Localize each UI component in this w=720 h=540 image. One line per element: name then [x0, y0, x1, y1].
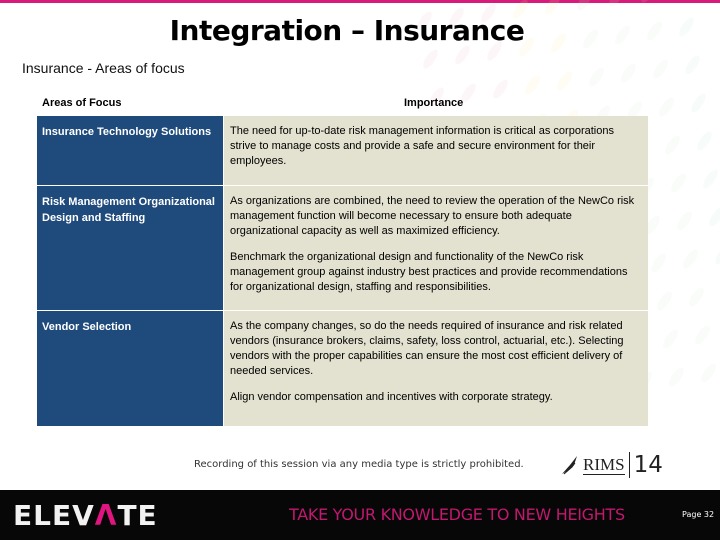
- focus-table: [37, 116, 648, 426]
- importance-cell: [224, 311, 648, 426]
- importance-text: Align vendor compensation and incentives with corporate strategy.: [230, 391, 553, 403]
- footer-bar: [0, 490, 720, 540]
- elevate-logo-part: TE: [117, 499, 158, 532]
- rims-logo-year: 14: [633, 452, 663, 478]
- elevate-logo-accent: Λ: [94, 499, 118, 532]
- elevate-logo-part: ELEV: [13, 499, 95, 532]
- recording-notice: Recording of this session via any media type is strictly prohibited.: [194, 459, 524, 470]
- table-row: [37, 311, 648, 426]
- elevate-logo: [13, 499, 158, 532]
- table-row: [37, 186, 648, 311]
- importance-cell: [224, 186, 648, 310]
- importance-text: As the company changes, so do the needs required of insurance and risk related vendors (insurance brokers, claims, safety, loss control, actuarial, etc.). Selecting vendors with the proper capabilities can ensure the most cost efficient delivery of needed services.: [230, 320, 624, 377]
- importance-cell: [224, 116, 648, 185]
- table-row: [37, 116, 648, 186]
- area-cell: Risk Management Organizational Design and Staffing: [37, 186, 224, 310]
- area-cell: Insurance Technology Solutions: [37, 116, 224, 185]
- rims-quill-icon: [560, 455, 580, 475]
- slide-title: Integration – Insurance: [169, 14, 525, 47]
- importance-text: As organizations are combined, the need to review the operation of the NewCo risk management function will become necessary to ensure both adequate organizational capacity as well as maximized efficiency.: [230, 195, 635, 237]
- column-header-importance: Importance: [404, 97, 464, 109]
- top-accent-bar: [0, 0, 720, 3]
- rims-logo: [560, 450, 663, 480]
- rims-logo-divider: [629, 452, 630, 478]
- area-cell: Vendor Selection: [37, 311, 224, 426]
- page-number: Page 32: [682, 510, 715, 519]
- rims-logo-text: RIMS: [583, 454, 625, 474]
- column-header-areas: Areas of Focus: [42, 97, 122, 109]
- importance-text: Benchmark the organizational design and functionality of the NewCo risk management group against industry best practices and provide recommendations for organizational design, staffing and responsibilities.: [230, 251, 628, 293]
- footer-tagline: TAKE YOUR KNOWLEDGE TO NEW HEIGHTS: [289, 505, 625, 524]
- importance-text: The need for up-to-date risk management information is critical as corporations strive to manage costs and provide a safe and secure environment for their employees.: [230, 125, 614, 167]
- slide-subtitle: Insurance - Areas of focus: [22, 60, 185, 76]
